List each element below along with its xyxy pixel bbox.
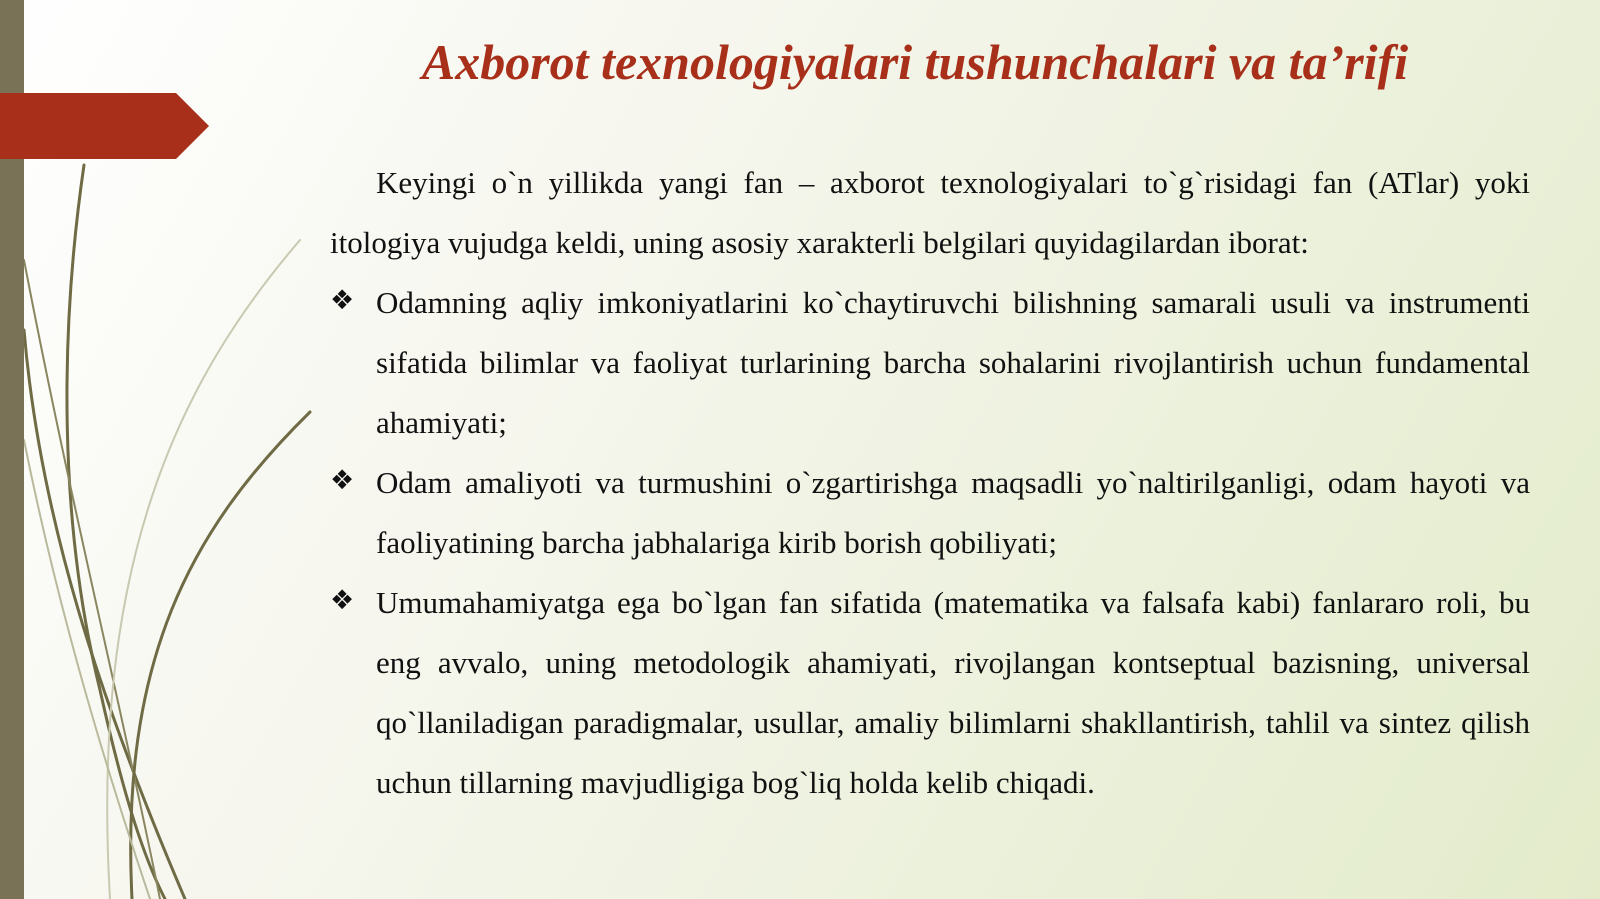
diamond-bullet-icon: ❖ bbox=[330, 465, 355, 496]
slide-title: Axborot texnologiyalari tushunchalari va ta’rifi bbox=[421, 34, 1409, 90]
curve-line-2 bbox=[24, 330, 185, 899]
accent-arrow-shape bbox=[0, 93, 209, 159]
bullet-text: Odam amaliyoti va turmushini o`zgartirishga maqsadli yo`naltirilganligi, odam hayoti va faoliyatining barcha jabhalariga kirib borish qobiliyati; bbox=[376, 465, 1530, 560]
curve-line-4 bbox=[131, 412, 310, 899]
curve-line-1 bbox=[67, 165, 165, 899]
left-sidebar-bar bbox=[0, 0, 24, 899]
bullet-text: Umumahamiyatga ega bo`lgan fan sifatida (matematika va falsafa kabi) fanlararo roli, bu eng avvalo, uning metodologik ahamiyati, rivojlangan kontseptual bazisning, universal qo`llaniladigan paradigmalar, usullar, amaliy bilimlarni shakllantirish, tahlil va sintez qilish uchun tillarning mavjudligiga bog`liq holda kelib chiqadi. bbox=[376, 585, 1530, 800]
slide-body bbox=[330, 153, 1530, 813]
intro-paragraph: Keyingi o`n yillikda yangi fan – axborot texnologiyalari to`g`risidagi fan (ATlar) yoki itologiya vujudga keldi, uning asosiy xarakterli belgilari quyidagilardan iborat: bbox=[330, 165, 1530, 260]
curve-line-6 bbox=[24, 440, 150, 899]
diamond-bullet-icon: ❖ bbox=[330, 285, 355, 316]
diamond-bullet-icon: ❖ bbox=[330, 585, 355, 616]
bullet-list bbox=[330, 273, 1530, 813]
bullet-text: Odamning aqliy imkoniyatlarini ko`chaytiruvchi bilishning samarali usuli va instrumenti sifatida bilimlar va faoliyat turlarining barcha sohalarini rivojlantirish uchun fundamental ahamiyati; bbox=[376, 285, 1530, 440]
curve-line-5 bbox=[107, 240, 300, 899]
list-item bbox=[330, 453, 1530, 573]
list-item bbox=[330, 573, 1530, 813]
curve-line-3 bbox=[24, 260, 160, 899]
list-item bbox=[330, 273, 1530, 453]
